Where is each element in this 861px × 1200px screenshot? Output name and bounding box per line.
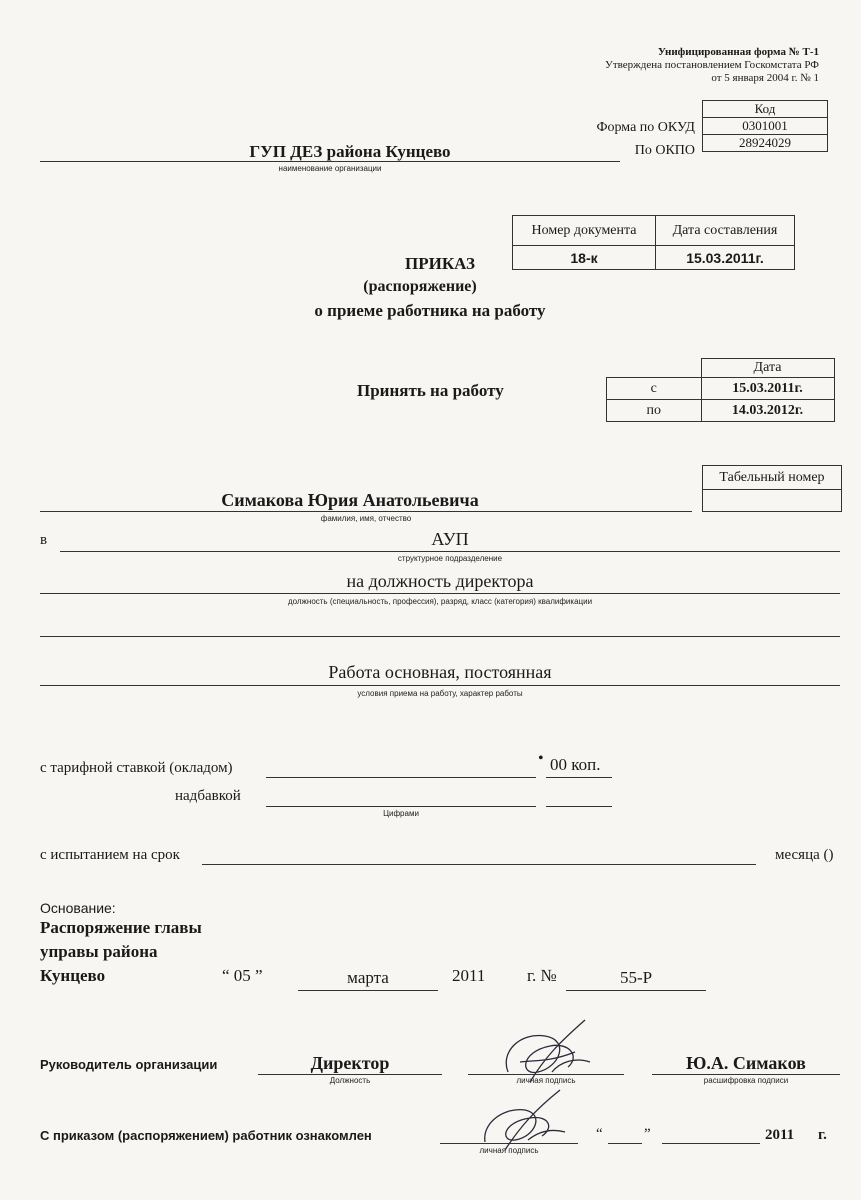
- position-extra-line: [40, 636, 840, 637]
- head-signature-icon: [490, 1012, 610, 1088]
- rate-label: с тарифной ставкой (окладом): [40, 760, 233, 776]
- in-label: в: [40, 532, 48, 548]
- department-line: [60, 551, 840, 552]
- ack-quote-open: “: [596, 1126, 603, 1142]
- rate-amount-line: [266, 777, 536, 778]
- order-title: ПРИКАЗ: [405, 254, 475, 273]
- form-header-line1: Унифицированная форма № Т-1: [657, 46, 819, 58]
- probation-label: с испытанием на срок: [40, 847, 180, 863]
- code-header: Код: [703, 101, 828, 118]
- probation-months: месяца (): [775, 847, 834, 863]
- document-table: [512, 215, 795, 270]
- tab-number-table: [702, 465, 842, 512]
- basis-year: 2011: [452, 966, 486, 985]
- hire-to-value: 14.03.2012г.: [701, 400, 834, 422]
- hire-from-value: 15.03.2011г.: [701, 378, 834, 400]
- codes-table: [702, 100, 828, 152]
- hire-label: Принять на работу: [357, 381, 504, 400]
- okud-value: 0301001: [703, 118, 828, 135]
- hire-dates-table: [606, 358, 835, 422]
- head-signature-caption: личная подпись: [516, 1076, 576, 1085]
- conditions-caption: условия приема на работу, характер работы: [357, 689, 523, 698]
- basis-line3: Кунцево: [40, 966, 106, 985]
- name-caption: расшифровка подписи: [703, 1076, 789, 1085]
- department: АУП: [431, 529, 469, 549]
- position-line: [40, 593, 840, 594]
- head-name: Ю.А. Симаков: [686, 1053, 806, 1073]
- basis-label: Основание:: [40, 900, 116, 916]
- form-header-line3: от 5 января 2004 г. № 1: [711, 72, 819, 84]
- position-caption: должность (специальность, профессия), разряд, класс (категория) квалификации: [287, 597, 593, 606]
- position: на должность директора: [346, 571, 534, 591]
- hire-to-label: по: [607, 400, 702, 422]
- head-position-line: [258, 1074, 442, 1075]
- rate-kop: 00 коп.: [550, 755, 601, 774]
- employee-name: Симакова Юрия Анатольевича: [221, 490, 479, 510]
- basis-month-line: [298, 990, 438, 991]
- basis-number: 55-Р: [619, 968, 653, 987]
- basis-g-no: г. №: [527, 966, 557, 985]
- organization-name: ГУП ДЕЗ района Кунцево: [249, 142, 451, 161]
- form-header-line2: Утверждена постановлением Госкомстата РФ: [605, 59, 819, 71]
- order-subtitle: (распоряжение): [363, 278, 477, 295]
- doc-number: 18-к: [513, 246, 656, 270]
- basis-day: “ 05 ”: [222, 966, 263, 985]
- head-name-line: [652, 1074, 840, 1075]
- ack-month-line: [662, 1143, 760, 1144]
- conditions-line: [40, 685, 840, 686]
- basis-month: марта: [347, 968, 389, 987]
- hire-from-label: с: [607, 378, 702, 400]
- order-subject: о приеме работника на работу: [314, 301, 546, 320]
- bonus-amount-line: [266, 806, 536, 807]
- department-caption: структурное подразделение: [397, 554, 503, 563]
- bonus-label: надбавкой: [175, 788, 241, 804]
- digits-caption: Цифрами: [383, 809, 419, 818]
- ack-g: г.: [818, 1127, 827, 1143]
- bonus-kop-line: [546, 806, 612, 807]
- ack-label: С приказом (распоряжением) работник ознакомлен: [40, 1128, 372, 1143]
- ack-day-line: [608, 1143, 642, 1144]
- basis-line1: Распоряжение главы: [40, 918, 202, 937]
- conditions: Работа основная, постоянная: [328, 662, 552, 682]
- doc-date-header: Дата составления: [656, 216, 795, 246]
- employee-name-caption: фамилия, имя, отчество: [320, 514, 412, 523]
- okud-label: Форма по ОКУД: [596, 120, 695, 135]
- okpo-label: По ОКПО: [634, 143, 695, 158]
- rate-dot: •: [538, 750, 544, 767]
- ack-quote-close: ”: [644, 1126, 651, 1142]
- tab-number-header: Табельный номер: [703, 466, 842, 490]
- basis-line2: управы района: [40, 942, 158, 961]
- organization-line: [40, 161, 620, 162]
- basis-number-line: [566, 990, 706, 991]
- doc-date: 15.03.2011г.: [656, 246, 795, 270]
- hire-date-header: Дата: [701, 359, 834, 378]
- rate-kop-line: [546, 777, 612, 778]
- head-label: Руководитель организации: [40, 1057, 218, 1072]
- organization-caption: наименование организации: [278, 164, 382, 173]
- position-caption: Должность: [329, 1076, 371, 1085]
- doc-number-header: Номер документа: [513, 216, 656, 246]
- probation-line: [202, 864, 756, 865]
- tab-number-value: [703, 490, 842, 512]
- head-position: Директор: [310, 1053, 390, 1073]
- ack-signature-caption: личная подпись: [479, 1146, 539, 1155]
- okpo-value: 28924029: [703, 135, 828, 152]
- ack-year: 2011: [765, 1127, 795, 1143]
- ack-signature-icon: [470, 1082, 580, 1156]
- employee-name-line: [40, 511, 692, 512]
